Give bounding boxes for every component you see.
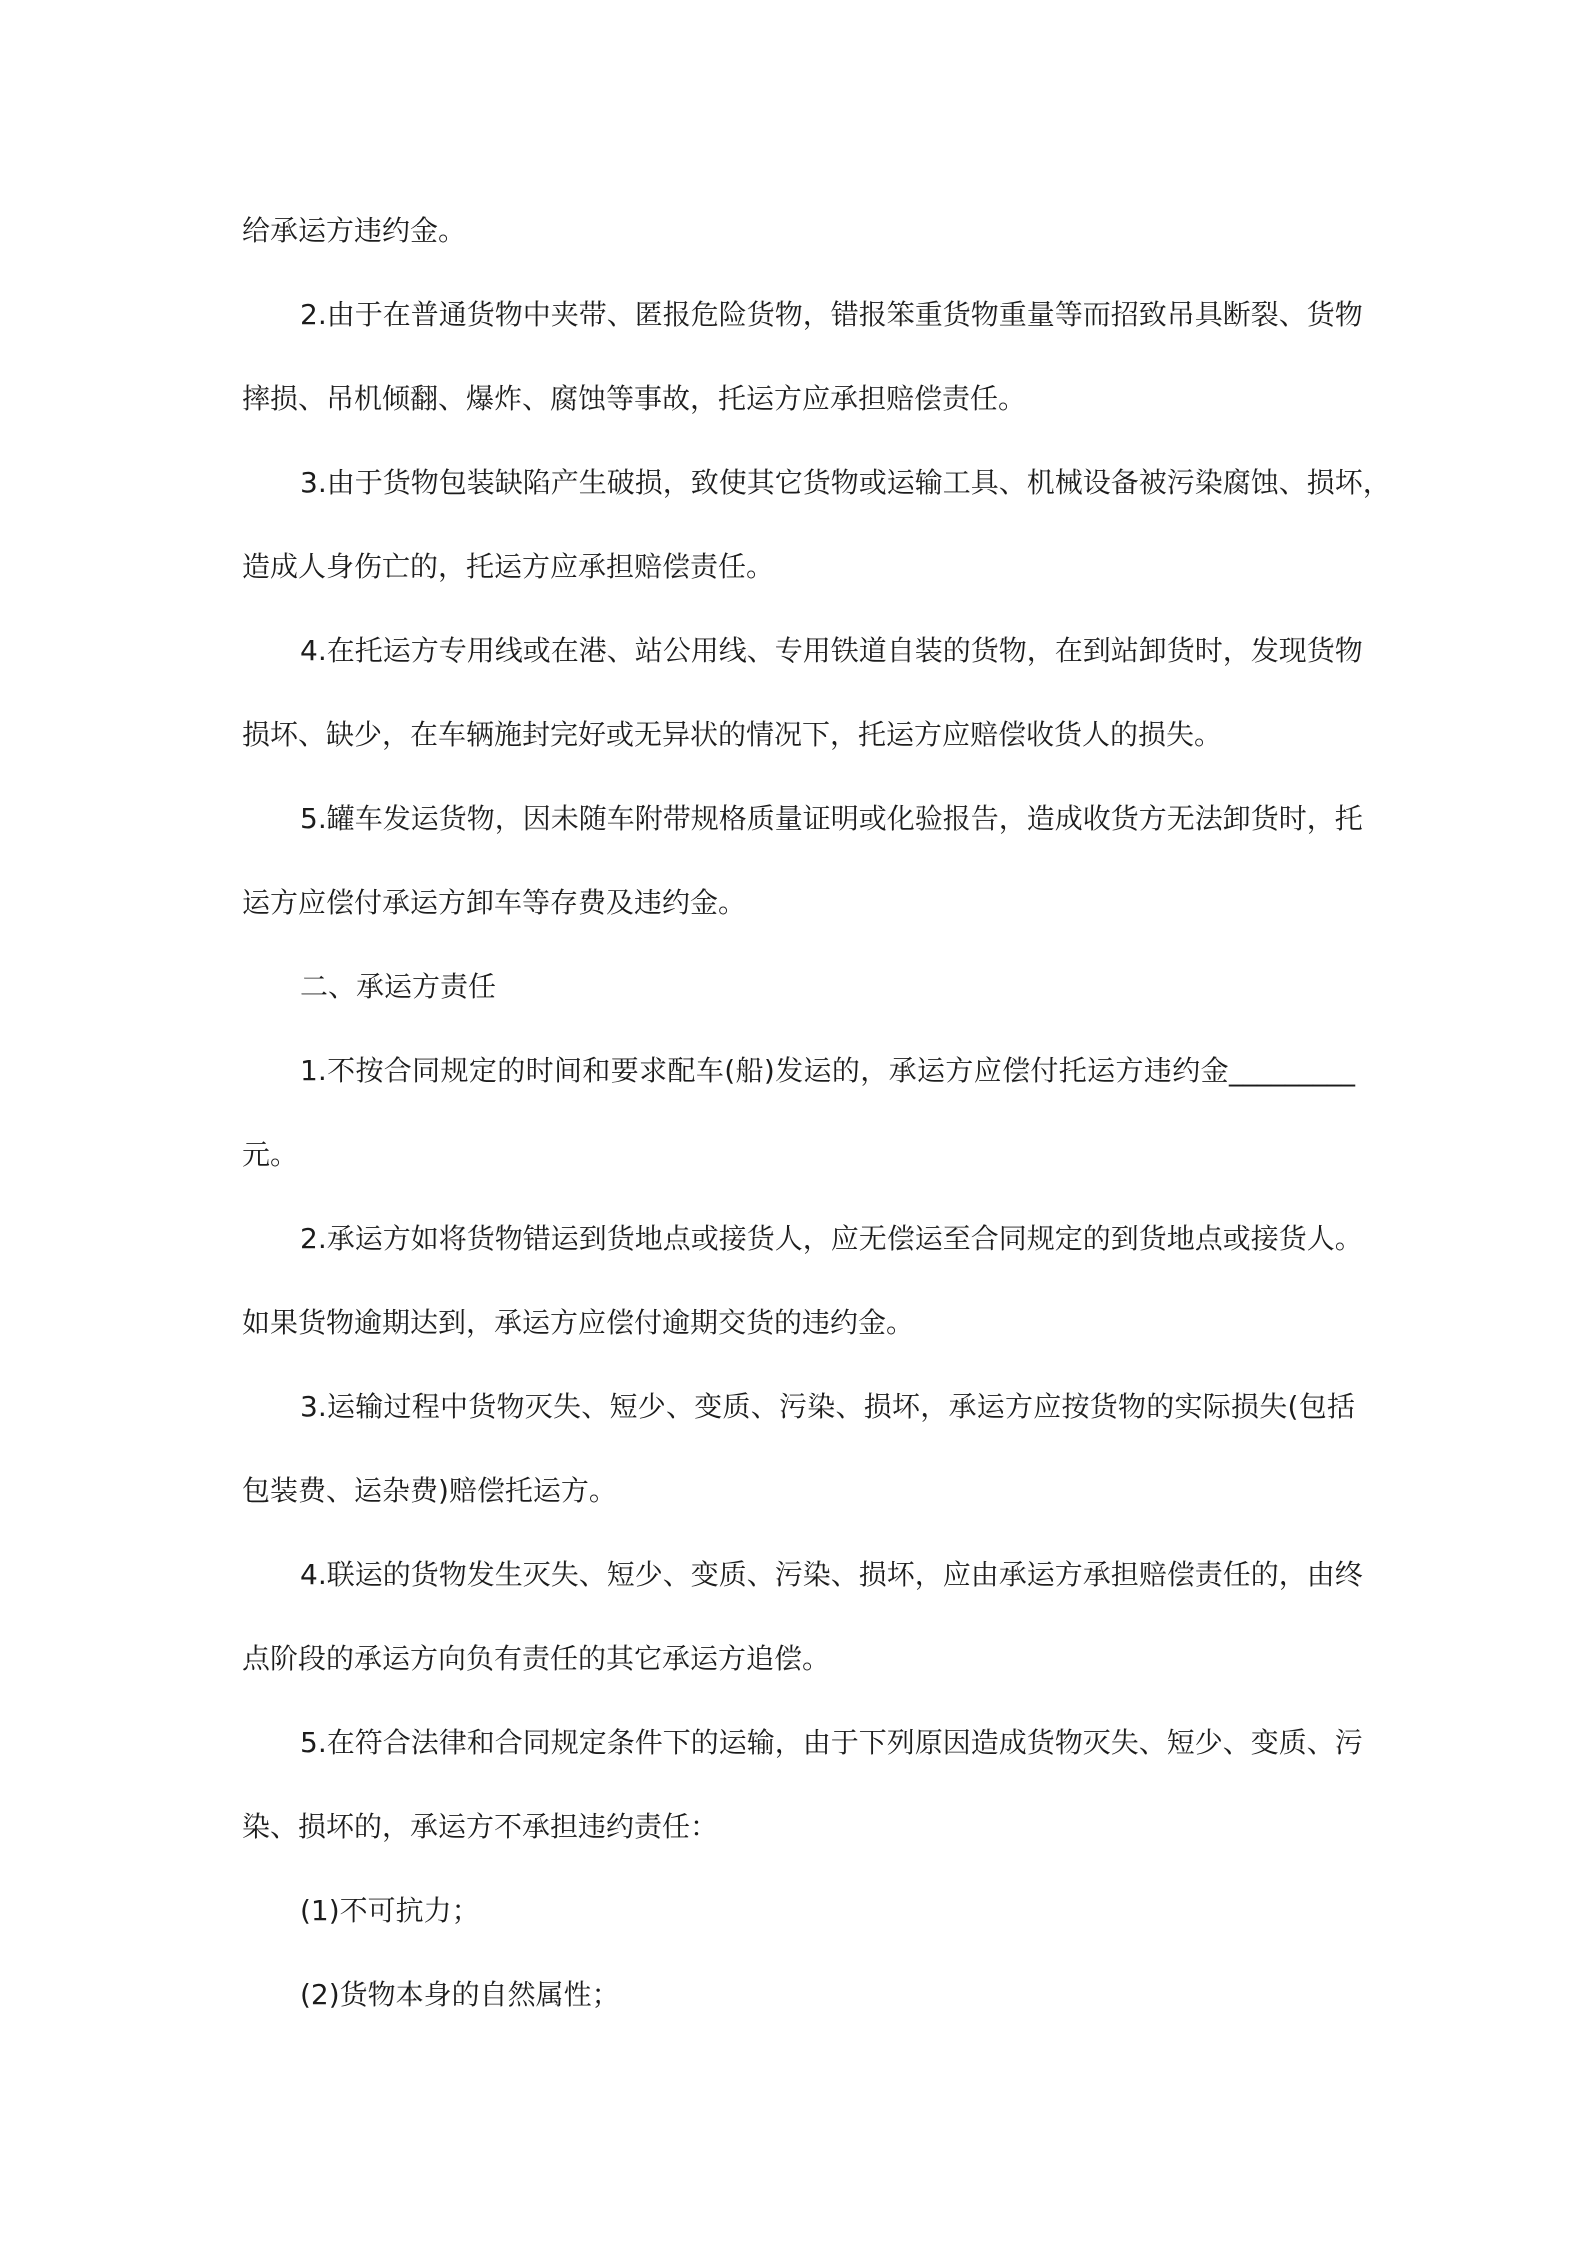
paragraph-line: 3.由于货物包装缺陷产生破损，致使其它货物或运输工具、机械设备被污染腐蚀、损坏， (300, 466, 1391, 499)
carrier-clause-1 (242, 1029, 1355, 1197)
paragraph-line: (1)不可抗力； (300, 1894, 480, 1927)
consignor-clause-2 (242, 273, 1363, 441)
carrier-clause-4 (242, 1533, 1363, 1701)
continued-text (242, 189, 1355, 273)
paragraph-line: 给承运方违约金。 (242, 214, 467, 247)
section-heading-carrier-responsibility (242, 945, 1355, 1029)
paragraph-line: 4.在托运方专用线或在港、站公用线、专用铁道自装的货物，在到站卸货时，发现货物 (300, 634, 1363, 667)
paragraph-line: 如果货物逾期达到，承运方应偿付逾期交货的违约金。 (242, 1306, 915, 1339)
paragraph-line: 运方应偿付承运方卸车等存费及违约金。 (242, 886, 747, 919)
paragraph-line: 包装费、运杂费)赔偿托运方。 (242, 1474, 617, 1507)
consignor-clause-5 (242, 777, 1363, 945)
paragraph-line: 2.承运方如将货物错运到货地点或接货人，应无偿运至合同规定的到货地点或接货人。 (300, 1222, 1363, 1255)
carrier-clause-2 (242, 1197, 1363, 1365)
paragraph-line: 5.在符合法律和合同规定条件下的运输，由于下列原因造成货物灭失、短少、变质、污 (300, 1726, 1363, 1759)
paragraph-line: 摔损、吊机倾翻、爆炸、腐蚀等事故，托运方应承担赔偿责任。 (242, 382, 1027, 415)
section-heading: 二、承运方责任 (300, 970, 497, 1003)
paragraph-line: 1.不按合同规定的时间和要求配车(船)发运的，承运方应偿付托运方违约金_________ (300, 1054, 1355, 1087)
paragraph-line: (2)货物本身的自然属性； (300, 1978, 620, 2011)
paragraph-line: 5.罐车发运货物，因未随车附带规格质量证明或化验报告，造成收货方无法卸货时，托 (300, 802, 1363, 835)
paragraph-line: 2.由于在普通货物中夹带、匿报危险货物，错报笨重货物重量等而招致吊具断裂、货物 (300, 298, 1363, 331)
consignor-clause-3 (242, 441, 1391, 609)
paragraph-line: 染、损坏的，承运方不承担违约责任： (242, 1810, 719, 1843)
paragraph-line: 3.运输过程中货物灭失、短少、变质、污染、损坏，承运方应按货物的实际损失(包括 (300, 1390, 1355, 1423)
paragraph-line: 4.联运的货物发生灭失、短少、变质、污染、损坏，应由承运方承担赔偿责任的，由终 (300, 1558, 1363, 1591)
paragraph-line: 损坏、缺少，在车辆施封完好或无异状的情况下，托运方应赔偿收货人的损失。 (242, 718, 1223, 751)
paragraph-line: 点阶段的承运方向负有责任的其它承运方追偿。 (242, 1642, 831, 1675)
exemption-item-1 (242, 1869, 1355, 1953)
paragraph-line: 元。 (242, 1138, 299, 1171)
document-body (242, 189, 1391, 2037)
carrier-clause-3 (242, 1365, 1355, 1533)
paragraph-line: 造成人身伤亡的，托运方应承担赔偿责任。 (242, 550, 775, 583)
carrier-clause-5 (242, 1701, 1363, 1869)
exemption-item-2 (242, 1953, 1355, 2037)
consignor-clause-4 (242, 609, 1363, 777)
